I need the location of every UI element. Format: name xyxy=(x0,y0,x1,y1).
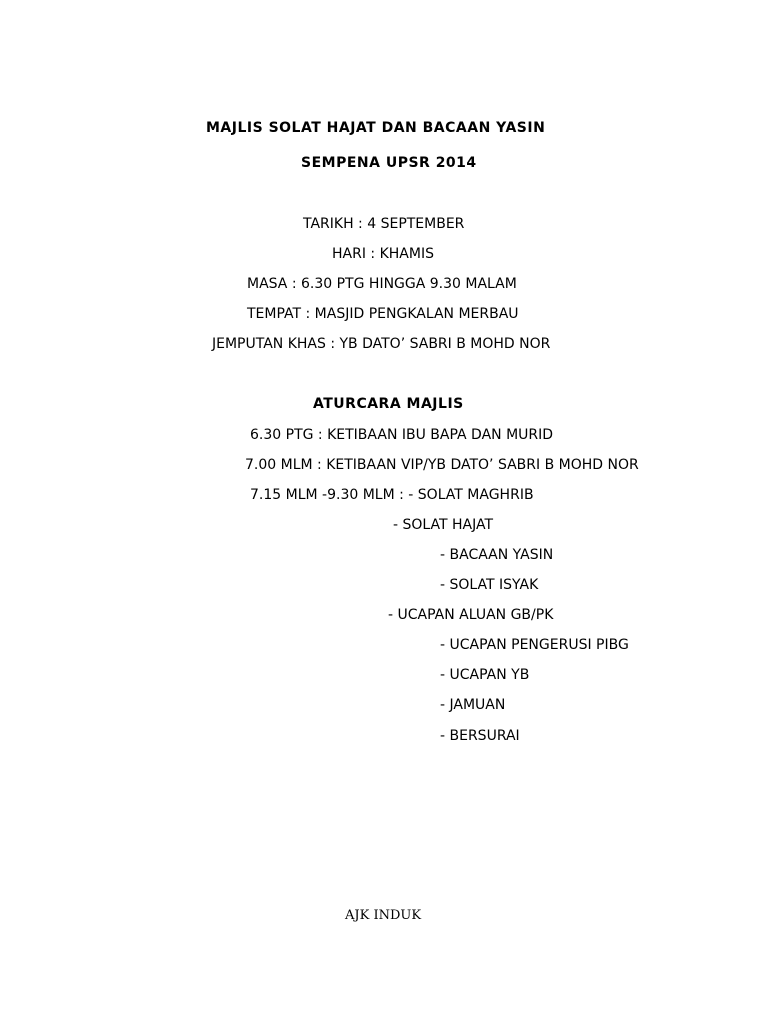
document-subtitle: SEMPENA UPSR 2014 xyxy=(301,155,477,171)
detail-tarikh: TARIKH : 4 SEPTEMBER xyxy=(303,216,465,232)
schedule-item: 7.15 MLM -9.30 MLM : - SOLAT MAGHRIB xyxy=(250,487,534,503)
schedule-item: - UCAPAN ALUAN GB/PK xyxy=(388,607,554,623)
signature: AJK INDUK xyxy=(345,908,422,923)
schedule-item: - BACAAN YASIN xyxy=(440,547,554,563)
detail-masa: MASA : 6.30 PTG HINGGA 9.30 MALAM xyxy=(247,276,517,292)
schedule-item: - SOLAT ISYAK xyxy=(440,577,539,593)
detail-tempat: TEMPAT : MASJID PENGKALAN MERBAU xyxy=(247,306,519,322)
schedule-item: - JAMUAN xyxy=(440,697,506,713)
detail-jemputan: JEMPUTAN KHAS : YB DATO’ SABRI B MOHD NOR xyxy=(212,336,551,352)
schedule-item: - BERSURAI xyxy=(440,728,520,744)
schedule-item: - UCAPAN YB xyxy=(440,667,530,683)
schedule-heading: ATURCARA MAJLIS xyxy=(313,396,464,412)
schedule-item: 7.00 MLM : KETIBAAN VIP/YB DATO’ SABRI B MOHD NOR xyxy=(245,457,639,473)
detail-hari: HARI : KHAMIS xyxy=(332,246,434,262)
schedule-item: - SOLAT HAJAT xyxy=(393,517,494,533)
schedule-item: - UCAPAN PENGERUSI PIBG xyxy=(440,637,629,653)
document-title: MAJLIS SOLAT HAJAT DAN BACAAN YASIN xyxy=(206,120,546,136)
schedule-item: 6.30 PTG : KETIBAAN IBU BAPA DAN MURID xyxy=(250,427,554,443)
